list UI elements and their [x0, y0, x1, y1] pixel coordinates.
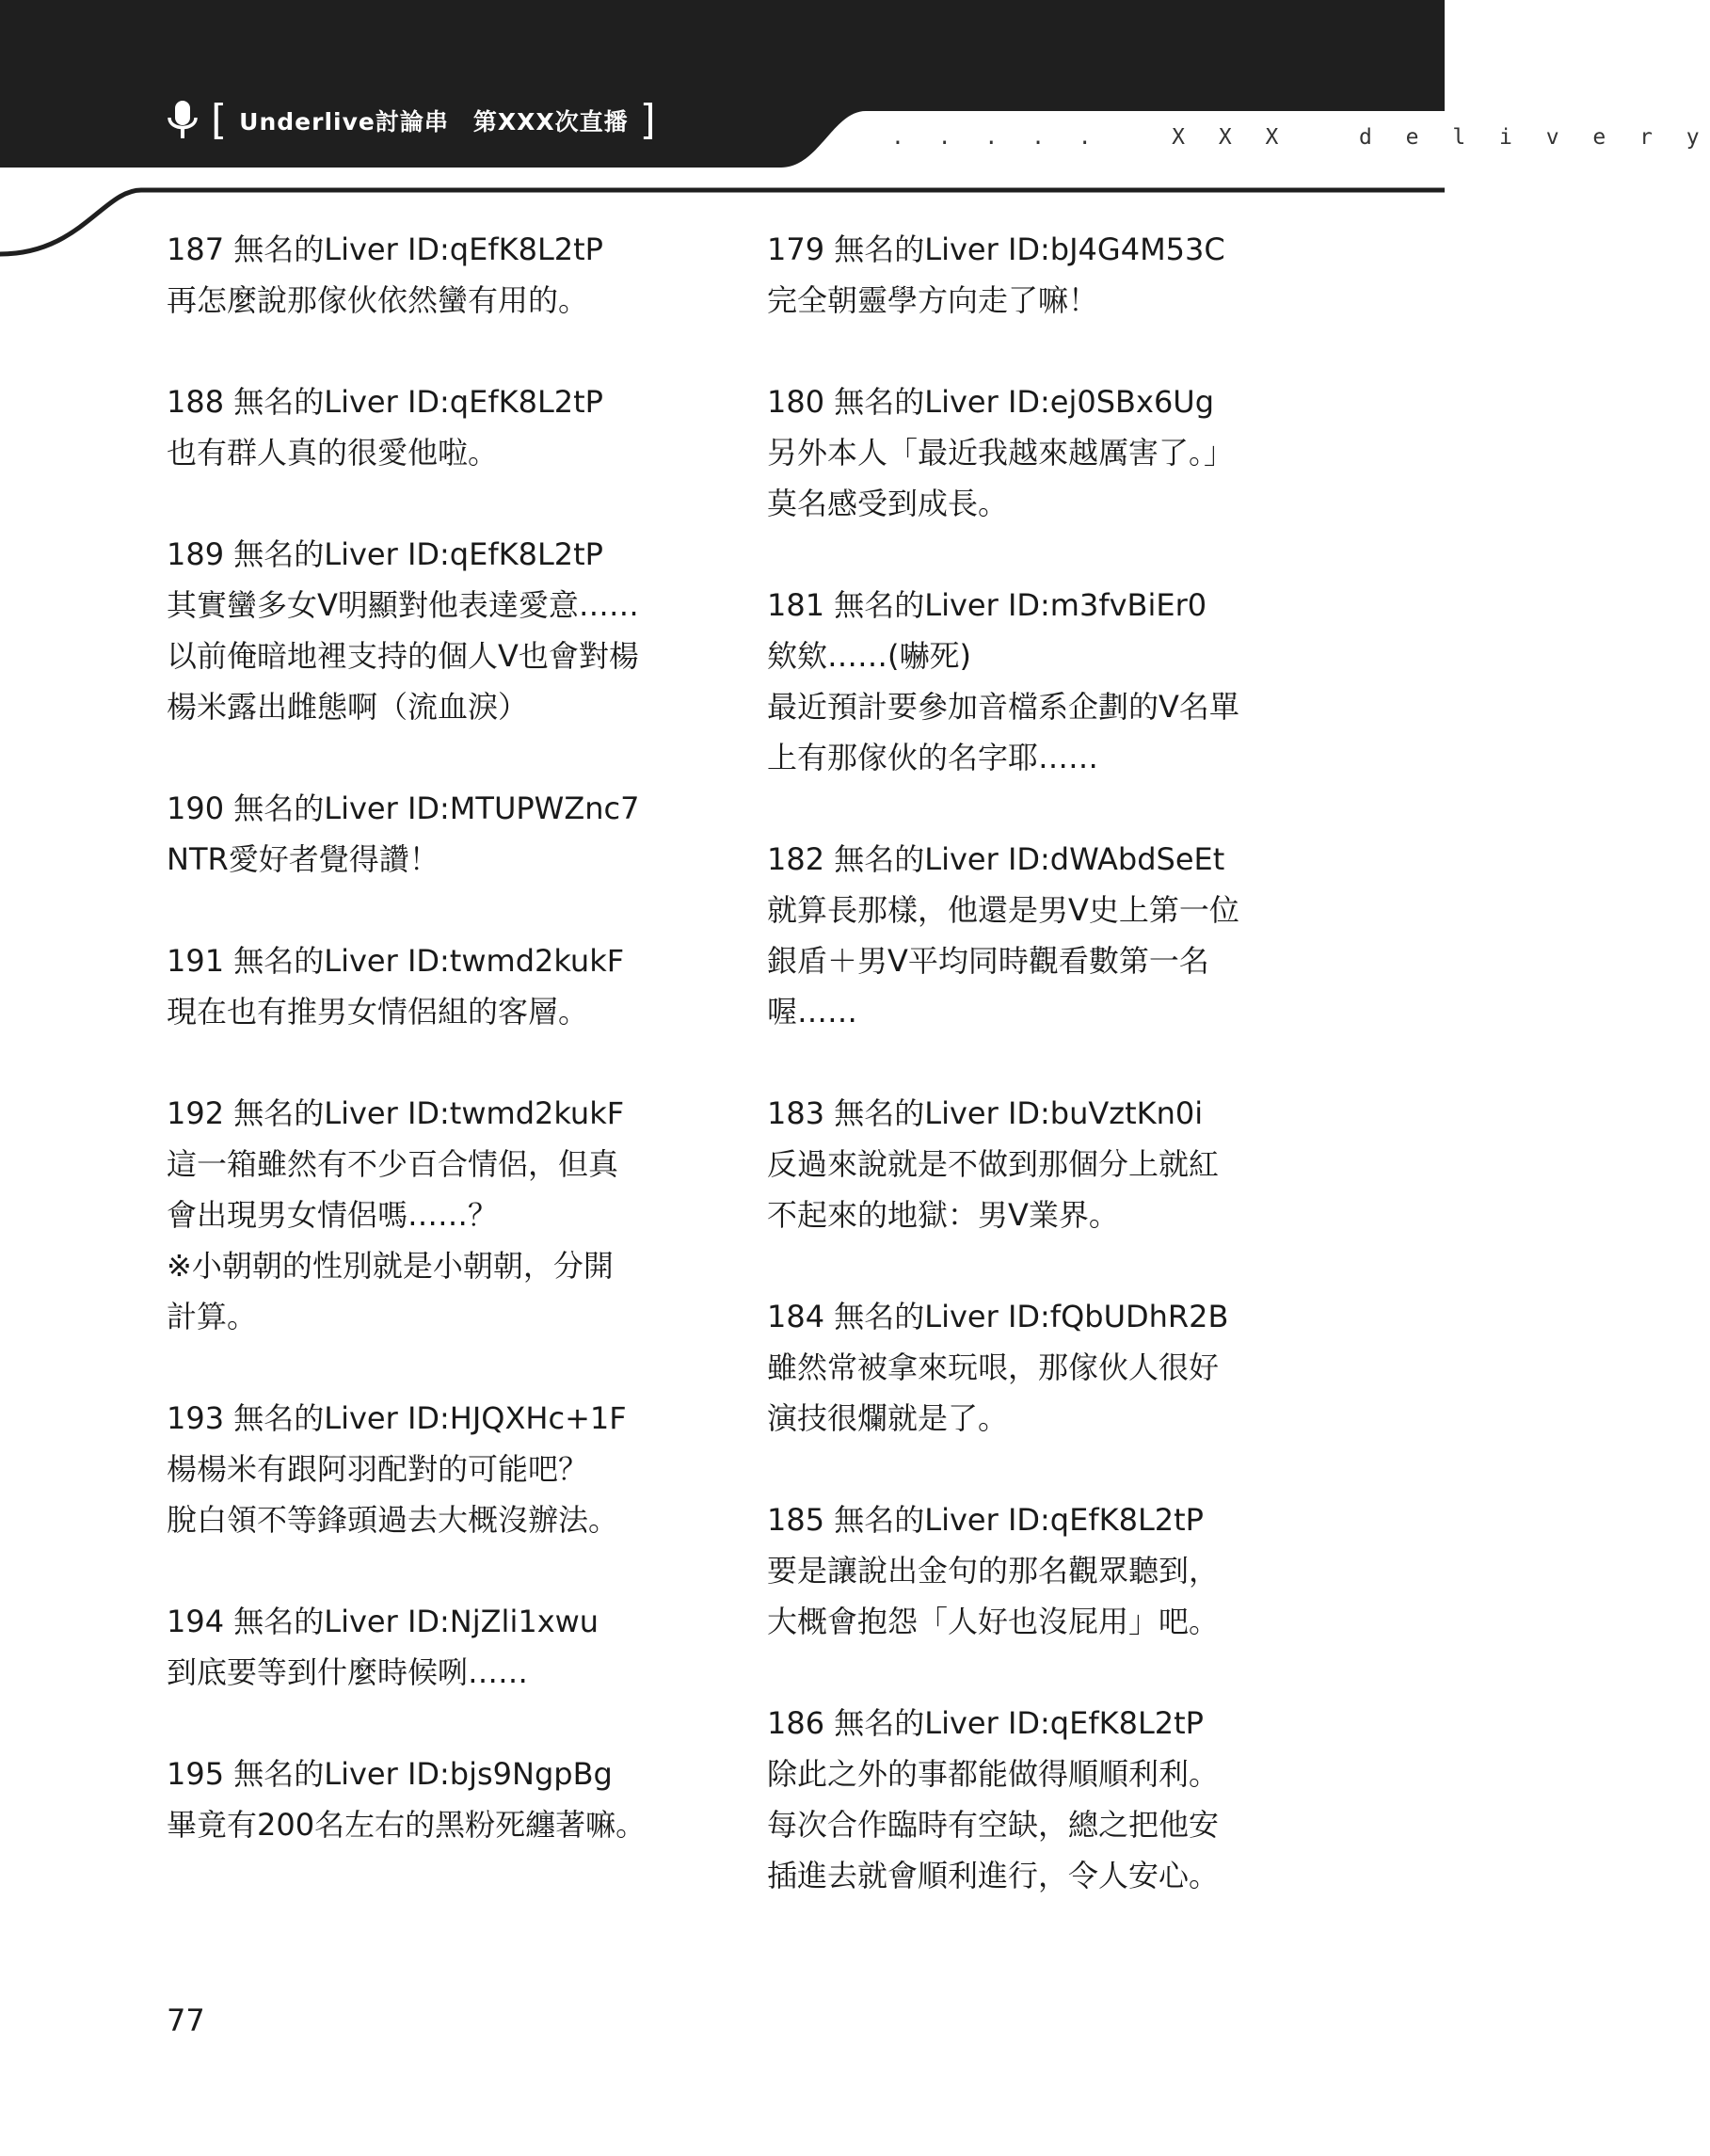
poster-id: ID:twmd2kukF [407, 1095, 625, 1131]
post-text-line: ※小朝朝的性別就是小朝朝，分開 [167, 1248, 614, 1284]
post [167, 1749, 694, 1850]
post-header [167, 935, 694, 986]
post [767, 580, 1294, 783]
poster-id: ID:qEfK8L2tP [1007, 1502, 1204, 1538]
poster-name: 無名的Liver [233, 791, 398, 826]
post-header [767, 580, 1294, 631]
post-number: 194 [167, 1604, 225, 1639]
post-number: 192 [167, 1095, 225, 1131]
post-text-line: 演技很爛就是了。 [767, 1400, 1009, 1436]
poster-name: 無名的Liver [233, 536, 398, 572]
post [167, 376, 694, 478]
post-text-line: 楊米露出雌態啊（流血淚） [167, 689, 529, 725]
post-text-line: 大概會抱怨「人好也沒屁用」吧。 [767, 1604, 1220, 1639]
poster-name: 無名的Liver [834, 1502, 999, 1538]
post-text-line: 每次合作臨時有空缺，總之把他安 [767, 1807, 1220, 1843]
poster-name: 無名的Liver [233, 232, 398, 267]
post [167, 224, 694, 326]
post-header [167, 783, 694, 834]
poster-name: 無名的Liver [834, 587, 999, 623]
post-column-right [767, 224, 1294, 1901]
post-number: 179 [767, 232, 825, 267]
poster-name: 無名的Liver [834, 384, 999, 420]
post-header [167, 529, 694, 580]
post-text-line: 莫名感受到成長。 [767, 486, 1009, 521]
post-number: 184 [767, 1299, 825, 1334]
post [767, 1291, 1294, 1444]
post-text-line: 脫白領不等鋒頭過去大概沒辦法。 [167, 1502, 619, 1538]
post-header [767, 834, 1294, 885]
poster-id: ID:qEfK8L2tP [407, 536, 603, 572]
post-header [167, 1749, 694, 1799]
poster-name: 無名的Liver [233, 1604, 398, 1639]
post-text-line: 除此之外的事都能做得順順利利。 [767, 1756, 1220, 1792]
poster-id: ID:qEfK8L2tP [1007, 1705, 1204, 1741]
poster-name: 無名的Liver [834, 841, 999, 877]
post-text-line: 畢竟有200名左右的黑粉死纏著嘛。 [167, 1807, 647, 1843]
poster-id: ID:bjs9NgpBg [407, 1756, 613, 1792]
poster-id: ID:NjZli1xwu [407, 1604, 599, 1639]
post-text-line: 喔…… [767, 994, 858, 1030]
poster-name: 無名的Liver [233, 1095, 398, 1131]
post-number: 185 [767, 1502, 825, 1538]
post-column-left [167, 224, 694, 1850]
post [767, 1494, 1294, 1647]
post-header [167, 1596, 694, 1647]
page-number: 77 [167, 2003, 205, 2038]
post [767, 1088, 1294, 1240]
post [167, 783, 694, 885]
post-header [767, 1088, 1294, 1139]
post [167, 529, 694, 732]
poster-name: 無名的Liver [834, 1705, 999, 1741]
poster-id: ID:ej0SBx6Ug [1007, 384, 1215, 420]
poster-name: 無名的Liver [233, 384, 398, 420]
post [767, 224, 1294, 326]
poster-id: ID:MTUPWZnc7 [407, 791, 640, 826]
post-header [167, 1393, 694, 1444]
post-text-line: 雖然常被拿來玩哏，那傢伙人很好 [767, 1349, 1220, 1385]
poster-id: ID:buVztKn0i [1007, 1095, 1204, 1131]
close-bracket: ] [639, 96, 657, 144]
post [167, 1596, 694, 1698]
post-text-line: 到底要等到什麼時候咧…… [167, 1654, 529, 1690]
poster-id: ID:qEfK8L2tP [407, 232, 603, 267]
poster-id: ID:HJQXHc+1F [407, 1400, 627, 1436]
poster-id: ID:m3fvBiEr0 [1007, 587, 1207, 623]
poster-id: ID:bJ4G4M53C [1007, 232, 1225, 267]
post-header [767, 1291, 1294, 1342]
poster-name: 無名的Liver [233, 1400, 398, 1436]
open-bracket: [ [211, 96, 229, 144]
post-number: 182 [767, 841, 825, 877]
post-text-line: 其實蠻多女V明顯對他表達愛意…… [167, 587, 639, 623]
poster-id: ID:dWAbdSeEt [1007, 841, 1225, 877]
poster-name: 無名的Liver [834, 1095, 999, 1131]
post-text-line: 不起來的地獄：男V業界。 [767, 1197, 1119, 1233]
poster-id: ID:twmd2kukF [407, 943, 625, 979]
post-text-line: 欸欸……(嚇死) [767, 638, 971, 674]
header-title [166, 94, 657, 147]
post-number: 195 [167, 1756, 225, 1792]
post-header [767, 1494, 1294, 1545]
post-number: 193 [167, 1400, 225, 1436]
post [167, 1393, 694, 1545]
post-text-line: 再怎麼說那傢伙依然蠻有用的。 [167, 282, 589, 318]
post-text-line: 反過來說就是不做到那個分上就紅 [767, 1146, 1220, 1182]
post [767, 834, 1294, 1037]
microphone-icon [166, 99, 200, 142]
post-number: 186 [767, 1705, 825, 1741]
post-header [767, 1698, 1294, 1749]
post-number: 183 [767, 1095, 825, 1131]
post-text-line: 完全朝靈學方向走了嘛！ [767, 282, 1099, 318]
post-number: 188 [167, 384, 225, 420]
post [167, 1088, 694, 1342]
post-text-line: 插進去就會順利進行，令人安心。 [767, 1858, 1220, 1893]
post [767, 1698, 1294, 1901]
post-number: 190 [167, 791, 225, 826]
post-text-line: 最近預計要參加音檔系企劃的V名單 [767, 689, 1239, 725]
post-text-line: 要是讓說出金句的那名觀眾聽到， [767, 1553, 1220, 1589]
post-number: 187 [167, 232, 225, 267]
post-header [167, 224, 694, 275]
poster-name: 無名的Liver [233, 943, 398, 979]
post-number: 189 [167, 536, 225, 572]
post-text-line: NTR愛好者覺得讚！ [167, 841, 439, 877]
post-text-line: 就算長那樣，他還是男V史上第一位 [767, 892, 1239, 928]
poster-name: 無名的Liver [233, 1756, 398, 1792]
poster-id: ID:qEfK8L2tP [407, 384, 603, 420]
post-header [767, 224, 1294, 275]
poster-name: 無名的Liver [834, 232, 999, 267]
header-title-text: Underlive討論串 第XXX次直播 [239, 108, 629, 136]
post-text-line: 現在也有推男女情侶組的客層。 [167, 994, 589, 1030]
post-text-line: 銀盾＋男V平均同時觀看數第一名 [767, 943, 1209, 979]
post-text-line: 上有那傢伙的名字耶…… [767, 740, 1099, 775]
post-text-line: 以前俺暗地裡支持的個人V也會對楊 [167, 638, 639, 674]
post-number: 181 [767, 587, 825, 623]
post-text-line: 楊楊米有跟阿羽配對的可能吧？ [167, 1451, 589, 1487]
post-text-line: 另外本人「最近我越來越厲害了。」 [767, 435, 1235, 471]
poster-id: ID:fQbUDhR2B [1007, 1299, 1229, 1334]
post-header [167, 1088, 694, 1139]
post-header [767, 376, 1294, 427]
post-number: 191 [167, 943, 225, 979]
post-header [167, 376, 694, 427]
post-text-line: 會出現男女情侶嗎……？ [167, 1197, 499, 1233]
post-text-line: 這一箱雖然有不少百合情侶，但真 [167, 1146, 619, 1182]
post [767, 376, 1294, 529]
post-text-line: 也有群人真的很愛他啦。 [167, 435, 499, 471]
poster-name: 無名的Liver [834, 1299, 999, 1334]
header-subtitle: . . . . . X X X d e l i v e r y [891, 125, 1710, 150]
post-number: 180 [767, 384, 825, 420]
post-text-line: 計算。 [167, 1299, 258, 1334]
post [167, 935, 694, 1037]
